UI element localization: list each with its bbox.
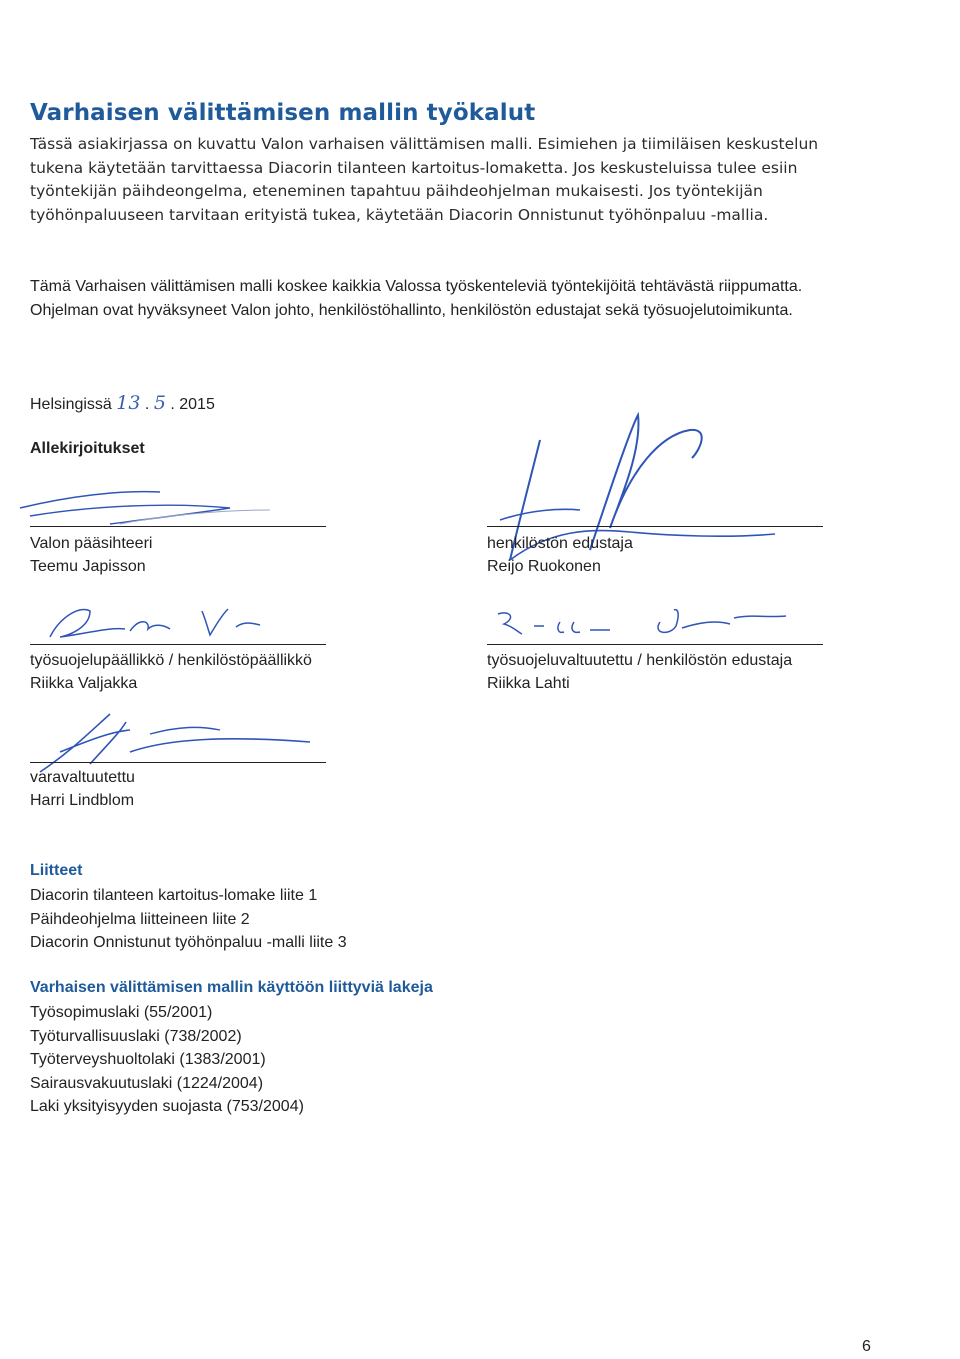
signature-line-1 — [30, 526, 326, 527]
law-item: Työsopimuslaki (55/2001) — [30, 1004, 213, 1021]
signatory-name-2: Reijo Ruokonen — [487, 558, 601, 575]
signatory-role-1: Valon pääsihteeri — [30, 535, 153, 552]
signatory-name-5: Harri Lindblom — [30, 792, 135, 809]
place-label: Helsingissä — [30, 396, 112, 413]
attachment-item: Diacorin Onnistunut työhönpaluu -malli liite 3 — [30, 934, 347, 951]
laws-list — [30, 1001, 304, 1119]
attachments-heading: Liitteet — [30, 862, 83, 879]
signature-line-5 — [30, 762, 326, 763]
law-item: Laki yksityisyyden suojasta (753/2004) — [30, 1098, 304, 1115]
signature-scribble-3 — [30, 597, 290, 647]
handwritten-day: 13 — [116, 392, 141, 414]
signature-line-4 — [487, 644, 823, 645]
document-title: Varhaisen välittämisen mallin työkalut — [30, 100, 536, 126]
law-item: Työturvallisuuslaki (738/2002) — [30, 1027, 242, 1045]
signatory-name-4: Riikka Lahti — [487, 675, 570, 692]
intro-paragraph: Tässä asiakirjassa on kuvattu Valon varhaisen välittämisen malli. Esimiehen ja tiimiläisen keskustelun tukena käytetään tarvittaessa Diacorin tilanteen kartoitus-lomaketta. Jos keskusteluissa tulee esiin työntekijän päihdeongelma, eteneminen tapahtuu päihdeohjelman mukaisesti. Jos työntekijän työhönpaluuseen tarvitaan erityistä tukea, käytetään Diacorin Onnistunut työhönpaluu -mallia. — [30, 135, 819, 224]
date-year: . 2015 — [170, 396, 215, 413]
place-and-date — [30, 392, 215, 414]
signatory-role-3: työsuojelupäällikkö / henkilöstöpäällikkö — [30, 652, 312, 669]
signature-line-3 — [30, 644, 326, 645]
signatory-role-5: varavaltuutettu — [30, 769, 135, 786]
attachment-item: Diacorin tilanteen kartoitus-lomake liite 1 — [30, 887, 318, 904]
date-dot: . — [144, 396, 150, 413]
signatory-name-3: Riikka Valjakka — [30, 675, 138, 692]
signature-scribble-1 — [10, 480, 280, 530]
page-number: 6 — [862, 1338, 871, 1355]
signature-scribble-4 — [490, 604, 810, 644]
law-item: Työterveyshuoltolaki (1383/2001) — [30, 1051, 266, 1068]
signatory-name-1: Teemu Japisson — [30, 558, 146, 575]
handwritten-month: 5 — [153, 392, 166, 414]
signatures-heading: Allekirjoitukset — [30, 440, 145, 457]
signature-line-2 — [487, 526, 823, 527]
law-item: Sairausvakuutuslaki (1224/2004) — [30, 1074, 264, 1092]
attachment-item: Päihdeohjelma liitteineen liite 2 — [30, 910, 250, 928]
scope-paragraph: Tämä Varhaisen välittämisen malli koskee kaikkia Valossa työskenteleviä työntekijöitä tehtävästä riippumatta. Ohjelman ovat hyväksyneet Valon johto, henkilöstöhallinto, henkilöstön edustajat sekä työsuojelutoimikunta. — [30, 278, 803, 319]
signatory-role-2: henkilöstön edustaja — [487, 535, 633, 552]
signature-scribble-2 — [470, 410, 790, 580]
laws-heading: Varhaisen välittämisen mallin käyttöön liittyviä lakeja — [30, 979, 433, 996]
signatory-role-4: työsuojeluvaltuutettu / henkilöstön edustaja — [487, 652, 793, 669]
attachments-list — [30, 884, 347, 955]
